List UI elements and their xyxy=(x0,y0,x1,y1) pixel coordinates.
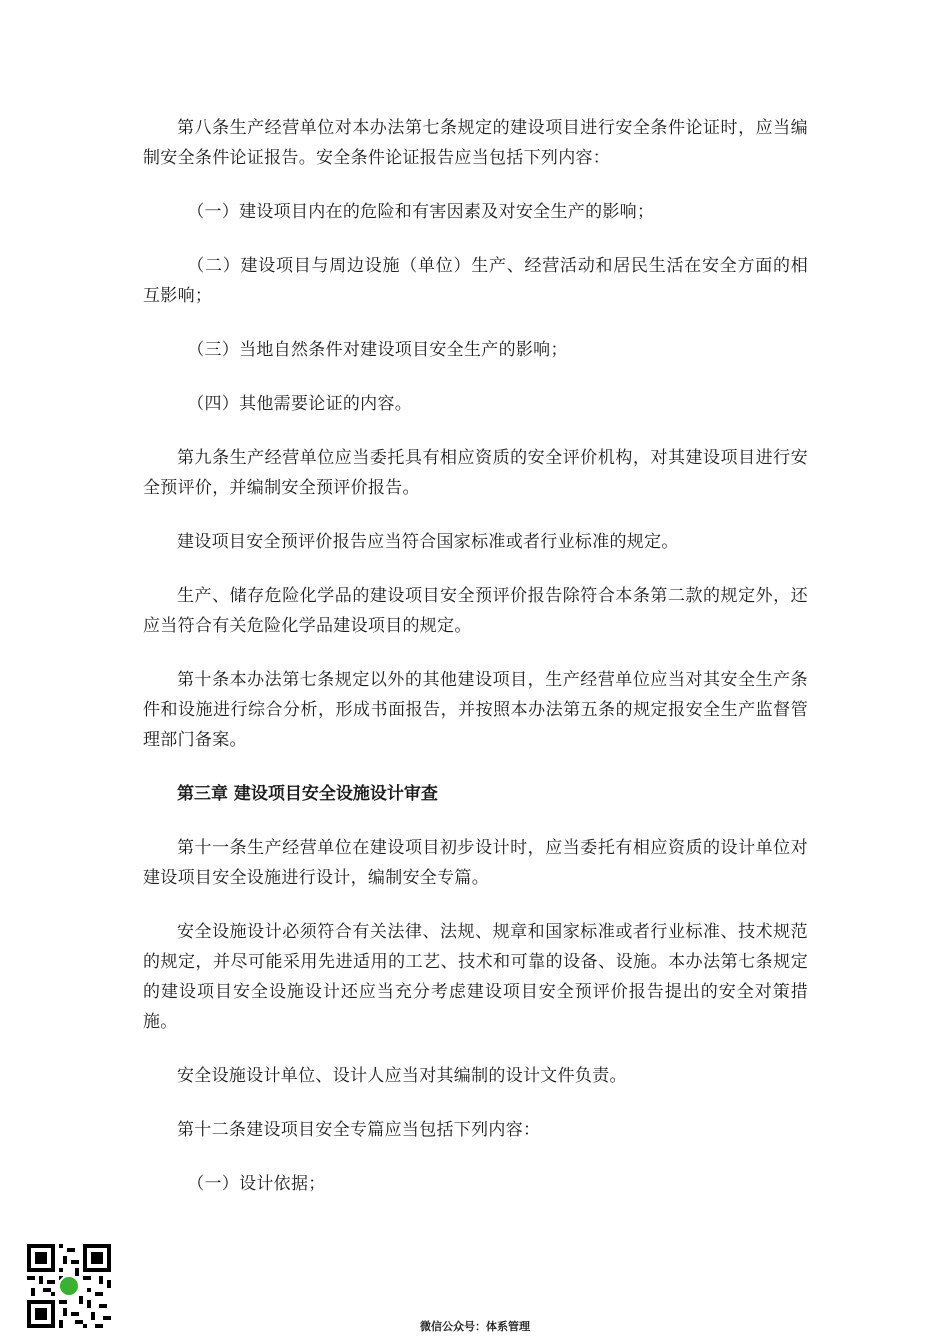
article-11-paragraph: 第十一条生产经营单位在建设项目初步设计时，应当委托有相应资质的设计单位对建设项目安全设施进行设计，编制安全专篇。 xyxy=(143,838,808,888)
article-10-paragraph: 第十条本办法第七条规定以外的其他建设项目，生产经营单位应当对其安全生产条件和设施进行综合分析，形成书面报告，并按照本办法第五条的规定报安全生产监督管理部门备案。 xyxy=(143,670,808,750)
list-item: （一）建设项目内在的危险和有害因素及对安全生产的影响； xyxy=(187,202,655,222)
document-body xyxy=(143,113,808,1223)
body-paragraph: 生产、储存危险化学品的建设项目安全预评价报告除符合本条第二款的规定外，还应当符合有关危险化学品建设项目的规定。 xyxy=(143,586,808,636)
footer-wechat-account: 微信公众号：体系管理 xyxy=(420,1320,530,1333)
body-paragraph: 安全设施设计单位、设计人应当对其编制的设计文件负责。 xyxy=(177,1066,627,1086)
wechat-logo-icon xyxy=(58,1275,80,1297)
body-paragraph: 安全设施设计必须符合有关法律、法规、规章和国家标准或者行业标准、技术规范的规定，并尽可能采用先进适用的工艺、技术和可靠的设备、设施。本办法第七条规定的建设项目安全设施设计还应当充分考虑建设项目安全预评价报告提出的安全对策措施。 xyxy=(143,922,808,1032)
article-8-paragraph: 第八条生产经营单位对本办法第七条规定的建设项目进行安全条件论证时，应当编制安全条件论证报告。安全条件论证报告应当包括下列内容： xyxy=(143,118,808,168)
list-item: （三）当地自然条件对建设项目安全生产的影响； xyxy=(187,340,568,360)
list-item: （二）建设项目与周边设施（单位）生产、经营活动和居民生活在安全方面的相互影响； xyxy=(143,256,808,306)
chapter-heading: 第三章 建设项目安全设施设计审查 xyxy=(177,784,438,804)
list-item: （一）设计依据； xyxy=(187,1174,326,1194)
body-paragraph: 建设项目安全预评价报告应当符合国家标准或者行业标准的规定。 xyxy=(177,532,679,552)
article-9-paragraph: 第九条生产经营单位应当委托具有相应资质的安全评价机构，对其建设项目进行安全预评价，并编制安全预评价报告。 xyxy=(143,448,808,498)
list-item: （四）其他需要论证的内容。 xyxy=(187,394,413,414)
article-12-paragraph: 第十二条建设项目安全专篇应当包括下列内容： xyxy=(177,1120,541,1140)
